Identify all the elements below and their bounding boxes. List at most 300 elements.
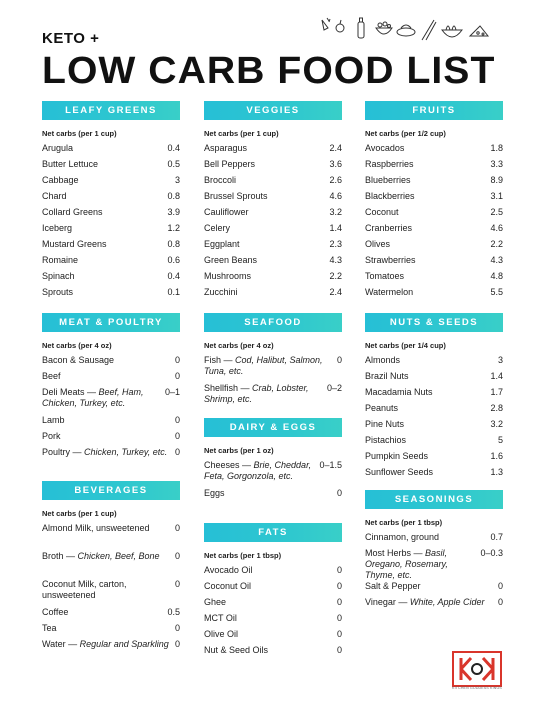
net-carbs-value: 3.6 (329, 159, 342, 169)
net-carbs-value: 0 (174, 355, 180, 365)
net-carbs-value: 0–2 (326, 383, 342, 393)
net-carbs-value: 0 (174, 447, 180, 457)
food-name-text: Zucchini (204, 287, 238, 297)
food-row (204, 143, 342, 159)
net-carbs-value: 0 (497, 581, 503, 591)
food-row (42, 607, 180, 623)
food-row (365, 435, 503, 451)
net-carbs-value: 0 (174, 371, 180, 381)
food-row (42, 431, 180, 447)
food-row (42, 159, 180, 175)
section-header: BEVERAGES (42, 481, 180, 500)
food-name-text: Poultry — (42, 447, 85, 457)
section-meat-poultry (42, 313, 180, 481)
net-carbs-label: Net carbs (per 1 cup) (204, 129, 279, 138)
food-name-text: Cinnamon, ground (365, 532, 440, 542)
food-name-text: Coconut Oil (204, 581, 252, 591)
food-name-text: Bell Peppers (204, 159, 256, 169)
food-row (365, 548, 503, 581)
food-name (204, 255, 329, 266)
food-row (42, 579, 180, 607)
net-carbs-value: 0 (174, 579, 180, 589)
food-name (42, 223, 167, 234)
food-name (42, 239, 167, 250)
food-row (204, 287, 342, 303)
net-carbs-value: 8.9 (490, 175, 503, 185)
section-header: SEAFOOD (204, 313, 342, 332)
section-dairy-eggs (204, 418, 342, 523)
food-name-text: Blueberries (365, 175, 411, 185)
net-carbs-value: 0 (336, 488, 342, 498)
food-name (365, 287, 490, 298)
food-row (365, 467, 503, 483)
food-row (204, 581, 342, 597)
section-header: DAIRY & EGGS (204, 418, 342, 437)
food-name (42, 207, 167, 218)
food-name-text: Sprouts (42, 287, 74, 297)
food-name-text: Butter Lettuce (42, 159, 99, 169)
food-name (42, 255, 167, 266)
food-name-text: Avocado Oil (204, 565, 253, 575)
food-name (42, 191, 167, 202)
food-name-text: Green Beans (204, 255, 258, 265)
food-row (365, 255, 503, 271)
plate-icon (397, 25, 415, 36)
food-name (204, 460, 319, 482)
food-name-text: Almonds (365, 355, 401, 365)
food-name (42, 639, 175, 650)
net-carbs-label: Net carbs (per 1 cup) (42, 129, 117, 138)
food-name-text: Pine Nuts (365, 419, 405, 429)
food-name-text: Almond Milk, unsweetened (42, 523, 150, 533)
food-name (365, 175, 490, 186)
food-name (204, 271, 329, 282)
net-carbs-label: Net carbs (per 4 oz) (42, 341, 112, 350)
food-name (204, 629, 337, 640)
section-leafy-greens (42, 101, 180, 313)
food-name (365, 387, 490, 398)
food-row (365, 451, 503, 467)
food-row (204, 239, 342, 255)
food-examples: Cod, Halibut, Salmon, Tuna, etc. (204, 355, 323, 376)
food-name-text: Shellfish — (204, 383, 253, 393)
food-name-text: Eggs (204, 488, 225, 498)
food-name-text: Iceberg (42, 223, 73, 233)
food-row (365, 355, 503, 371)
food-name (204, 488, 337, 499)
net-carbs-label: Net carbs (per 1 oz) (204, 446, 274, 455)
food-row (42, 287, 180, 303)
net-carbs-value: 0 (174, 431, 180, 441)
food-name-text: Macadamia Nuts (365, 387, 433, 397)
food-row (42, 639, 180, 667)
food-name (42, 623, 175, 634)
food-name-text: Raspberries (365, 159, 414, 169)
net-carbs-value: 3.2 (329, 207, 342, 217)
food-row (42, 223, 180, 239)
food-name-text: Olive Oil (204, 629, 239, 639)
net-carbs-value: 0 (336, 613, 342, 623)
food-examples: Crab, Lobster, Shrimp, etc. (204, 383, 309, 404)
food-row (204, 645, 342, 661)
food-name-text: Mustard Greens (42, 239, 107, 249)
food-name-text: Peanuts (365, 403, 399, 413)
food-row (204, 488, 342, 504)
food-name (365, 467, 490, 478)
net-carbs-label: Net carbs (per 1 cup) (42, 509, 117, 518)
food-name-text: Tomatoes (365, 271, 405, 281)
food-name-text: Beef (42, 371, 61, 381)
food-name (365, 597, 498, 608)
net-carbs-value: 2.6 (329, 175, 342, 185)
food-name (204, 223, 329, 234)
food-name-text: Coffee (42, 607, 69, 617)
food-name-text: Pumpkin Seeds (365, 451, 429, 461)
food-name-text: Watermelon (365, 287, 414, 297)
food-name (42, 607, 167, 618)
food-name (365, 255, 490, 266)
net-carbs-value: 0.7 (490, 532, 503, 542)
food-name-text: Cauliflower (204, 207, 249, 217)
food-name-text: Pork (42, 431, 61, 441)
food-name-text: Blackberries (365, 191, 415, 201)
net-carbs-value: 1.2 (167, 223, 180, 233)
food-row (204, 355, 342, 383)
net-carbs-label: Net carbs (per 1/4 cup) (365, 341, 446, 350)
food-name-text: Vinegar — (365, 597, 410, 607)
food-row (42, 623, 180, 639)
net-carbs-value: 5.5 (490, 287, 503, 297)
food-name-text: Fish — (204, 355, 236, 365)
section-seafood (204, 313, 342, 418)
net-carbs-value: 0 (174, 639, 180, 649)
food-name-text: Brazil Nuts (365, 371, 409, 381)
food-name (42, 431, 175, 442)
section-nuts-seeds (365, 313, 503, 490)
section-veggies (204, 101, 342, 313)
food-name-text: Olives (365, 239, 391, 249)
food-name (42, 551, 175, 562)
section-fruits (365, 101, 503, 313)
food-name-text: Coconut Milk, carton, unsweetened (42, 579, 127, 600)
food-name (365, 239, 490, 250)
net-carbs-value: 0 (174, 551, 180, 561)
food-name (365, 159, 490, 170)
section-fats (204, 523, 342, 661)
food-name-text: Salt & Pepper (365, 581, 421, 591)
section-header: SEASONINGS (365, 490, 503, 509)
page-subtitle: KETO + (42, 30, 100, 47)
food-name (204, 355, 337, 377)
column-1 (42, 101, 180, 667)
net-carbs-value: 0.5 (167, 159, 180, 169)
net-carbs-value: 4.6 (490, 223, 503, 233)
net-carbs-label: Net carbs (per 1/2 cup) (365, 129, 446, 138)
food-name-text: Mushrooms (204, 271, 252, 281)
net-carbs-value: 1.7 (490, 387, 503, 397)
net-carbs-label: Net carbs (per 1 tbsp) (204, 551, 282, 560)
net-carbs-value: 1.3 (490, 467, 503, 477)
net-carbs-value: 0 (174, 623, 180, 633)
food-name-text: Brussel Sprouts (204, 191, 268, 201)
food-name (204, 191, 329, 202)
column-3 (365, 101, 503, 625)
net-carbs-value: 0 (336, 355, 342, 365)
food-name (42, 175, 175, 186)
net-carbs-value: 0 (336, 565, 342, 575)
food-row (204, 271, 342, 287)
food-row (204, 207, 342, 223)
net-carbs-value: 3.2 (490, 419, 503, 429)
food-name (204, 597, 337, 608)
food-name (365, 435, 498, 446)
food-name (204, 207, 329, 218)
food-row (365, 159, 503, 175)
net-carbs-value: 3.1 (490, 191, 503, 201)
food-name-text: Deli Meats — (42, 387, 99, 397)
food-name (204, 383, 327, 405)
food-row (42, 143, 180, 159)
cheese-icon (470, 26, 488, 36)
food-examples: Brie, Cheddar, Feta, Gorgonzola, etc. (204, 460, 312, 481)
food-name-text: Nut & Seed Oils (204, 645, 269, 655)
food-row (365, 581, 503, 597)
food-name (204, 613, 337, 624)
food-name-text: Bacon & Sausage (42, 355, 115, 365)
food-row (365, 271, 503, 287)
food-name (204, 565, 337, 576)
food-name (42, 579, 175, 601)
net-carbs-value: 2.2 (490, 239, 503, 249)
food-name-text: Coconut (365, 207, 399, 217)
net-carbs-value: 0–0.3 (480, 548, 503, 558)
net-carbs-value: 4.3 (329, 255, 342, 265)
food-name (365, 191, 490, 202)
net-carbs-value: 0.6 (167, 255, 180, 265)
food-doodles (318, 14, 518, 46)
food-name (42, 271, 167, 282)
food-row (42, 371, 180, 387)
food-name-text: Lamb (42, 415, 65, 425)
food-row (204, 255, 342, 271)
food-row (365, 207, 503, 223)
food-row (365, 143, 503, 159)
food-row (365, 387, 503, 403)
food-name (365, 419, 490, 430)
food-name-text: Water — (42, 639, 80, 649)
food-row (42, 551, 180, 579)
section-header: LEAFY GREENS (42, 101, 180, 120)
page-title: LOW CARB FOOD LIST (42, 50, 496, 92)
food-row (204, 191, 342, 207)
net-carbs-value: 2.5 (490, 207, 503, 217)
food-name-text: Cranberries (365, 223, 413, 233)
food-name (42, 415, 175, 426)
food-name (204, 581, 337, 592)
food-row (365, 419, 503, 435)
food-name-text: Cheeses — (204, 460, 254, 470)
food-examples: Chicken, Turkey, etc. (84, 447, 168, 457)
section-header: MEAT & POULTRY (42, 313, 180, 332)
food-examples: Basil, Oregano, Rosemary, Thyme, etc. (365, 548, 448, 580)
food-row (42, 271, 180, 287)
food-name (365, 451, 490, 462)
food-row (204, 613, 342, 629)
food-row (42, 207, 180, 223)
food-name (365, 548, 480, 581)
peppers-icon (336, 20, 344, 32)
food-examples: Beef, Ham, Chicken, Turkey, etc. (42, 387, 144, 408)
net-carbs-value: 0.4 (167, 143, 180, 153)
net-carbs-value: 4.6 (329, 191, 342, 201)
food-name-text: Broccoli (204, 175, 237, 185)
food-name (204, 645, 337, 656)
net-carbs-value: 0 (174, 415, 180, 425)
net-carbs-value: 2.3 (329, 239, 342, 249)
food-name (42, 371, 175, 382)
food-row (204, 159, 342, 175)
net-carbs-value: 1.4 (329, 223, 342, 233)
food-name-text: Sunflower Seeds (365, 467, 434, 477)
net-carbs-value: 0.4 (167, 271, 180, 281)
food-name (204, 287, 329, 298)
food-name-text: Chard (42, 191, 67, 201)
food-row (365, 287, 503, 303)
net-carbs-value: 0 (174, 523, 180, 533)
food-row (42, 415, 180, 431)
food-name (365, 532, 490, 543)
food-name-text: Ghee (204, 597, 227, 607)
noodle-bowl-icon (442, 26, 462, 37)
food-name-text: Asparagus (204, 143, 248, 153)
food-name (42, 355, 175, 366)
food-row (42, 387, 180, 415)
food-name-text: Spinach (42, 271, 75, 281)
net-carbs-value: 0 (336, 581, 342, 591)
bottle-icon (358, 18, 364, 38)
chopsticks-icon (422, 20, 436, 40)
net-carbs-value: 1.4 (490, 371, 503, 381)
food-row (365, 239, 503, 255)
food-name (42, 387, 165, 409)
food-name (42, 159, 167, 170)
food-row (204, 460, 342, 488)
net-carbs-value: 0 (497, 597, 503, 607)
food-name (42, 523, 175, 534)
salad-bowl-icon (376, 22, 392, 34)
net-carbs-value: 1.8 (490, 143, 503, 153)
food-row (365, 371, 503, 387)
food-row (365, 403, 503, 419)
section-header: NUTS & SEEDS (365, 313, 503, 332)
net-carbs-value: 1.6 (490, 451, 503, 461)
food-name-text: Arugula (42, 143, 74, 153)
food-row (365, 597, 503, 625)
food-row (42, 255, 180, 271)
column-2 (204, 101, 342, 661)
food-name (365, 581, 498, 592)
net-carbs-value: 3.9 (167, 207, 180, 217)
net-carbs-value: 0.5 (167, 607, 180, 617)
logo-text: KITCHEN GODDESS KINGS (452, 686, 502, 690)
net-carbs-label: Net carbs (per 1 tbsp) (365, 518, 443, 527)
food-row (365, 175, 503, 191)
food-name-text: Romaine (42, 255, 79, 265)
food-row (42, 175, 180, 191)
food-row (42, 523, 180, 551)
food-name-text: Eggplant (204, 239, 240, 249)
food-row (365, 191, 503, 207)
food-name-text: Celery (204, 223, 231, 233)
net-carbs-value: 4.3 (490, 255, 503, 265)
net-carbs-value: 0.8 (167, 191, 180, 201)
food-name-text: Strawberries (365, 255, 416, 265)
kitchen-logo-icon (451, 650, 503, 690)
food-name (365, 143, 490, 154)
food-row (42, 447, 180, 475)
net-carbs-value: 3.3 (490, 159, 503, 169)
food-name (204, 159, 329, 170)
section-seasonings (365, 490, 503, 625)
food-row (204, 223, 342, 239)
food-name (42, 447, 175, 458)
section-header: FRUITS (365, 101, 503, 120)
food-examples: Chicken, Beef, Bone (77, 551, 160, 561)
food-row (365, 223, 503, 239)
food-name (365, 207, 490, 218)
food-name-text: Collard Greens (42, 207, 103, 217)
food-name (204, 239, 329, 250)
food-name-text: Most Herbs — (365, 548, 426, 558)
section-header: VEGGIES (204, 101, 342, 120)
net-carbs-value: 4.8 (490, 271, 503, 281)
food-row (204, 565, 342, 581)
food-name-text: MCT Oil (204, 613, 237, 623)
food-name (365, 403, 490, 414)
food-name (42, 143, 167, 154)
net-carbs-value: 5 (497, 435, 503, 445)
food-row (42, 239, 180, 255)
food-name-text: Tea (42, 623, 57, 633)
food-row (204, 629, 342, 645)
net-carbs-value: 0 (336, 645, 342, 655)
food-name-text: Pistachios (365, 435, 407, 445)
food-examples: White, Apple Cider (409, 597, 485, 607)
food-name (42, 287, 167, 298)
food-row (204, 175, 342, 191)
net-carbs-value: 2.2 (329, 271, 342, 281)
food-name (204, 143, 329, 154)
net-carbs-value: 0.1 (167, 287, 180, 297)
food-examples: Regular and Sparkling (79, 639, 169, 649)
net-carbs-value: 0 (336, 629, 342, 639)
food-row (42, 355, 180, 371)
net-carbs-value: 2.4 (329, 287, 342, 297)
food-name (365, 355, 498, 366)
food-row (204, 597, 342, 613)
net-carbs-label: Net carbs (per 4 oz) (204, 341, 274, 350)
food-name-text: Cabbage (42, 175, 79, 185)
net-carbs-value: 0–1.5 (319, 460, 342, 470)
food-row (42, 191, 180, 207)
section-beverages (42, 481, 180, 667)
section-header: FATS (204, 523, 342, 542)
food-name (365, 371, 490, 382)
food-name-text: Avocados (365, 143, 405, 153)
net-carbs-value: 3 (174, 175, 180, 185)
net-carbs-value: 0 (336, 597, 342, 607)
net-carbs-value: 0–1 (164, 387, 180, 397)
